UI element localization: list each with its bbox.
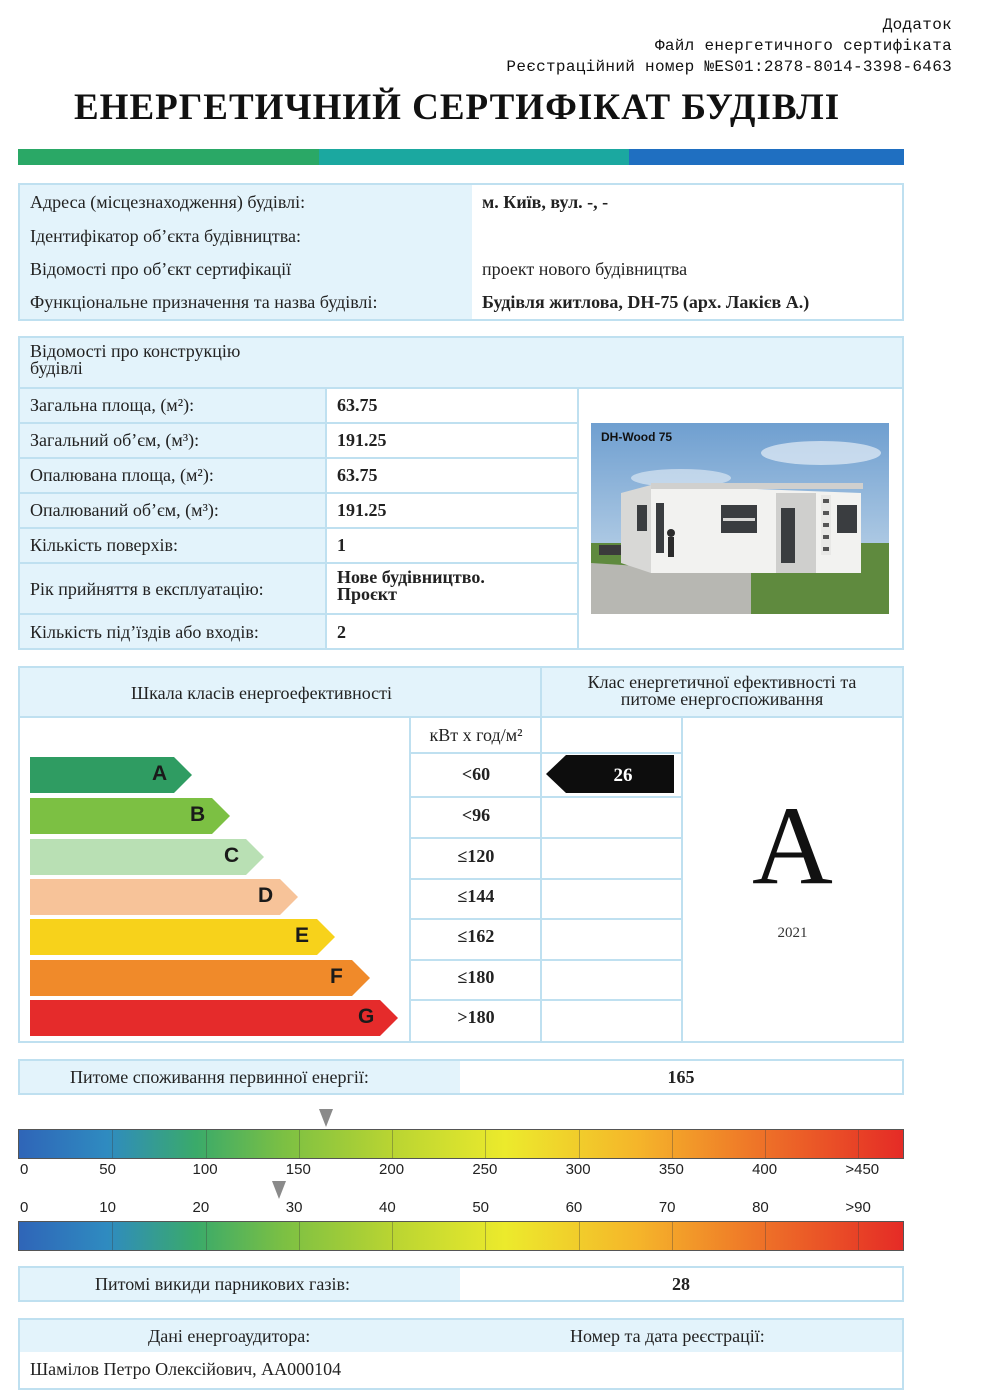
scale-tick-label: 400 bbox=[752, 1161, 778, 1178]
energy-class-limit: ≤180 bbox=[457, 967, 495, 987]
energy-class-limit: <96 bbox=[461, 805, 491, 825]
construction-title bbox=[30, 343, 240, 377]
construction-title-line1: Відомості про конструкцію bbox=[30, 341, 241, 361]
page-title: ЕНЕРГЕТИЧНИЙ СЕРТИФІКАТ БУДІВЛІ bbox=[74, 87, 841, 128]
scale-tick bbox=[392, 1130, 393, 1158]
auditor-label: Дані енергоаудитора: bbox=[148, 1326, 311, 1346]
energy-class-arrow-label: E bbox=[295, 924, 310, 947]
energy-class-arrow-label: G bbox=[358, 1005, 375, 1028]
energy-class-title-line1: Клас енергетичної ефективності та bbox=[587, 672, 857, 692]
scale-tick bbox=[858, 1130, 859, 1158]
divider bbox=[20, 562, 577, 564]
energy-class-arrow-e bbox=[30, 919, 335, 955]
floors-value: 1 bbox=[337, 535, 346, 555]
entrances-label: Кількість під’їздів або входів: bbox=[30, 622, 259, 642]
scale-tick-label: 0 bbox=[20, 1199, 29, 1216]
scale-tick-label: 250 bbox=[472, 1161, 498, 1178]
energy-class-arrow-label: B bbox=[190, 803, 206, 826]
scale-tick-label: 30 bbox=[285, 1199, 303, 1216]
energy-scale-title: Шкала класів енергоефективності bbox=[131, 683, 393, 703]
divider bbox=[411, 999, 681, 1001]
energy-class-arrow-label: F bbox=[330, 965, 343, 988]
energy-class-arrow-d bbox=[30, 879, 298, 915]
floors-label: Кількість поверхів: bbox=[30, 535, 179, 555]
total-area-value: 63.75 bbox=[337, 395, 378, 415]
energy-class-arrow-f bbox=[30, 960, 370, 996]
registration-label: Номер та дата реєстрації: bbox=[570, 1326, 765, 1346]
heated-volume-label: Опалюваний об’єм, (м³): bbox=[30, 500, 219, 520]
emissions-label: Питомі викиди парникових газів: bbox=[95, 1274, 350, 1294]
scale-tick-label: 20 bbox=[192, 1199, 210, 1216]
divider bbox=[577, 389, 579, 648]
scale-tick bbox=[112, 1130, 113, 1158]
emissions-scale bbox=[18, 1221, 904, 1251]
object-id-label: Ідентифікатор об’єкта будівництва: bbox=[30, 226, 302, 246]
energy-class-limit: ≤162 bbox=[457, 926, 495, 946]
scale-tick bbox=[112, 1222, 113, 1250]
divider bbox=[20, 716, 902, 718]
divider bbox=[411, 796, 681, 798]
energy-class-limit: ≤120 bbox=[457, 846, 495, 866]
scale-tick-label: 300 bbox=[565, 1161, 591, 1178]
scale-tick bbox=[485, 1130, 486, 1158]
scale-tick-label: >90 bbox=[845, 1199, 871, 1216]
energy-class-letter: A bbox=[752, 784, 833, 908]
scale-tick-label: 100 bbox=[192, 1161, 218, 1178]
scale-tick bbox=[579, 1222, 580, 1250]
energy-class-title bbox=[552, 674, 892, 708]
energy-class-arrow-a bbox=[30, 757, 192, 793]
energy-value: 26 bbox=[613, 765, 633, 786]
energy-class-arrow-c bbox=[30, 839, 264, 875]
scale-tick bbox=[579, 1130, 580, 1158]
scale-tick bbox=[485, 1222, 486, 1250]
address-label: Адреса (місцезнаходження) будівлі: bbox=[30, 192, 306, 212]
total-volume-value: 191.25 bbox=[337, 430, 387, 450]
color-bar-segment-teal bbox=[319, 149, 629, 165]
commission-year-value-line1: Нове будівництво. bbox=[337, 567, 485, 587]
auditor-name: Шамілов Петро Олексійович, АА000104 bbox=[30, 1359, 342, 1379]
scale-tick-label: 200 bbox=[379, 1161, 405, 1178]
heated-area-value: 63.75 bbox=[337, 465, 378, 485]
scale-tick bbox=[206, 1130, 207, 1158]
scale-tick-label: 40 bbox=[379, 1199, 396, 1216]
energy-class-limit: ≤144 bbox=[457, 886, 495, 906]
building-image-caption: DH-Wood 75 bbox=[601, 430, 673, 444]
scale-tick bbox=[672, 1222, 673, 1250]
address-value: м. Київ, вул. -, - bbox=[482, 192, 609, 212]
building-image bbox=[591, 423, 889, 614]
heated-volume-value: 191.25 bbox=[337, 500, 387, 520]
primary-energy-scale bbox=[18, 1129, 904, 1159]
scale-tick-label: 10 bbox=[99, 1199, 116, 1216]
color-bar-segment-green bbox=[18, 149, 319, 165]
emissions-marker bbox=[272, 1181, 286, 1199]
total-volume-label: Загальний об’єм, (м³): bbox=[30, 430, 200, 450]
building-purpose-label: Функціональне призначення та назва будівлі: bbox=[30, 292, 378, 312]
commission-year-value-line2: Проєкт bbox=[337, 584, 398, 604]
divider bbox=[411, 918, 681, 920]
primary-energy-label: Питоме споживання первинної енергії: bbox=[70, 1067, 369, 1087]
divider bbox=[20, 422, 577, 424]
scale-tick-label: 60 bbox=[565, 1199, 583, 1216]
color-bar-segment-blue bbox=[629, 149, 904, 165]
scale-tick bbox=[299, 1222, 300, 1250]
certification-object-label: Відомості про об’єкт сертифікації bbox=[30, 259, 292, 279]
scale-tick bbox=[765, 1130, 766, 1158]
energy-unit-label: кВт х год/м² bbox=[429, 725, 523, 745]
total-area-label: Загальна площа, (м²): bbox=[30, 395, 195, 415]
emissions-value: 28 bbox=[672, 1274, 690, 1294]
scale-tick-label: 80 bbox=[752, 1199, 769, 1216]
registration-number: Реєстраційний номер №ES01:2878-8014-3398-6463 bbox=[506, 58, 952, 76]
energy-class-arrow-label: A bbox=[152, 762, 168, 785]
energy-class-title-line2: питоме енергоспоживання bbox=[620, 689, 824, 709]
commission-year-value bbox=[337, 569, 485, 603]
divider bbox=[411, 752, 681, 754]
scale-tick-label: >450 bbox=[845, 1161, 880, 1178]
appendix-label: Додаток bbox=[882, 16, 952, 34]
scale-tick bbox=[206, 1222, 207, 1250]
divider bbox=[411, 837, 681, 839]
energy-class-limit: <60 bbox=[461, 764, 491, 784]
scale-tick bbox=[672, 1130, 673, 1158]
divider bbox=[411, 878, 681, 880]
divider bbox=[20, 613, 577, 615]
divider bbox=[411, 959, 681, 961]
construction-title-line2: будівлі bbox=[30, 358, 83, 378]
entrances-value: 2 bbox=[337, 622, 346, 642]
divider bbox=[325, 389, 327, 648]
divider bbox=[20, 457, 577, 459]
scale-tick-label: 0 bbox=[20, 1161, 29, 1178]
scale-tick bbox=[299, 1130, 300, 1158]
primary-energy-marker bbox=[319, 1109, 333, 1127]
primary-energy-value: 165 bbox=[667, 1067, 695, 1087]
energy-class-arrow-label: C bbox=[224, 844, 240, 867]
scale-tick-label: 50 bbox=[99, 1161, 116, 1178]
energy-value-marker bbox=[546, 755, 674, 793]
header-color-bar bbox=[18, 149, 904, 165]
scale-tick-label: 70 bbox=[658, 1199, 676, 1216]
building-purpose-value: Будівля житлова, DH-75 (арх. Лакієв А.) bbox=[482, 292, 810, 312]
energy-class-arrow-g bbox=[30, 1000, 398, 1036]
energy-class-arrow-b bbox=[30, 798, 230, 834]
certificate-file-label: Файл енергетичного сертифіката bbox=[654, 37, 952, 55]
divider bbox=[20, 492, 577, 494]
commission-year-label: Рік прийняття в експлуатацію: bbox=[30, 579, 264, 599]
energy-class-arrow-label: D bbox=[258, 884, 274, 907]
heated-area-label: Опалювана площа, (м²): bbox=[30, 465, 214, 485]
certification-object-value: проект нового будівництва bbox=[482, 259, 688, 279]
scale-tick bbox=[858, 1222, 859, 1250]
scale-tick bbox=[765, 1222, 766, 1250]
scale-tick-label: 50 bbox=[472, 1199, 489, 1216]
energy-class-limit: >180 bbox=[457, 1007, 495, 1027]
divider bbox=[20, 527, 577, 529]
energy-class-year: 2021 bbox=[777, 925, 808, 941]
scale-tick bbox=[392, 1222, 393, 1250]
scale-tick-label: 150 bbox=[285, 1161, 311, 1178]
scale-tick-label: 350 bbox=[658, 1161, 684, 1178]
